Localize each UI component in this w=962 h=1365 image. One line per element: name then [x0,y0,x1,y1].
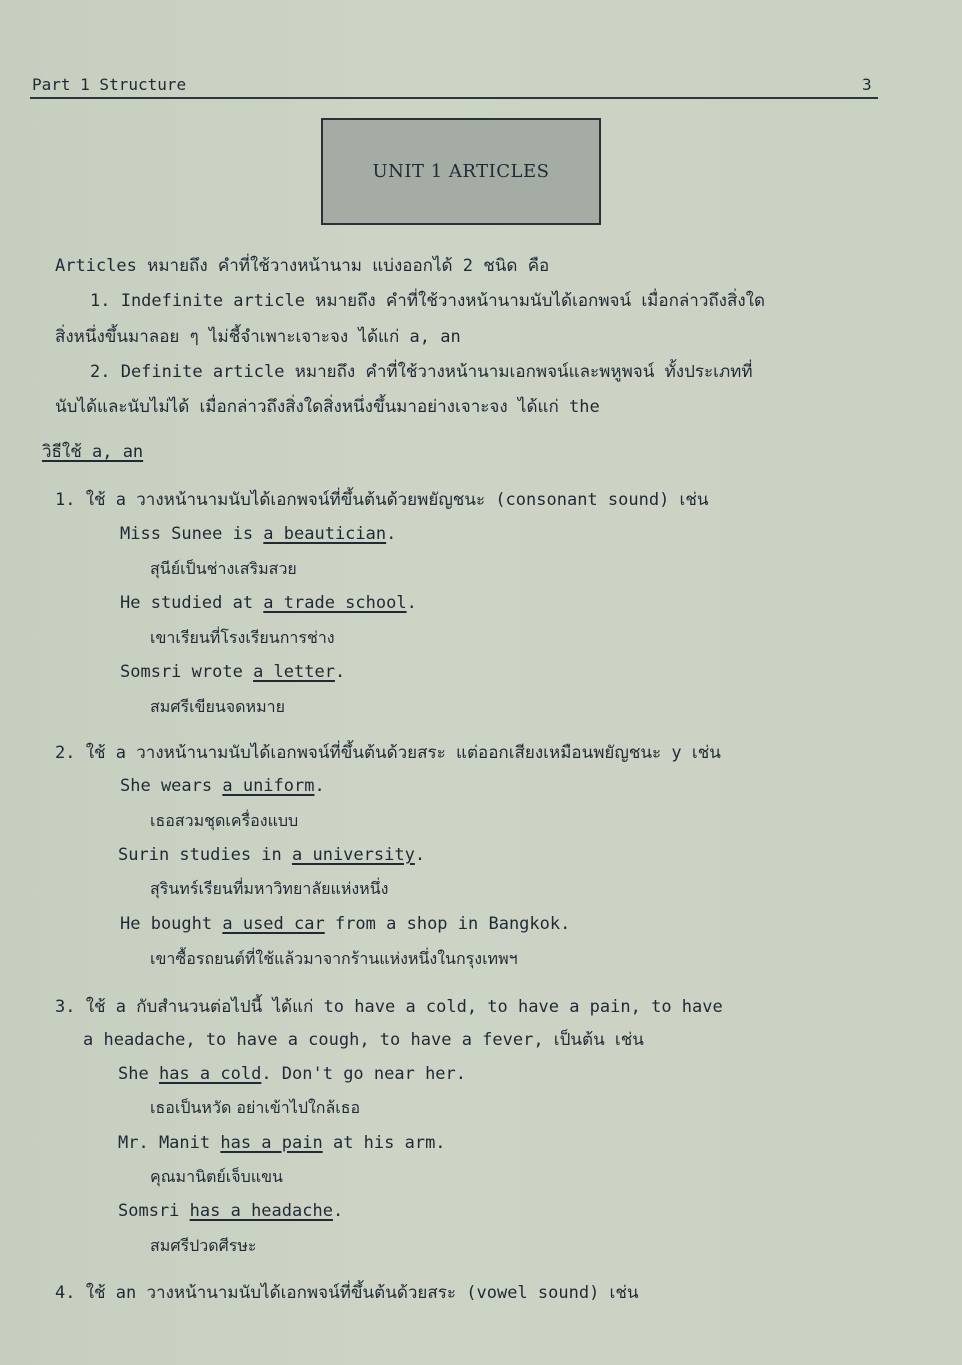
rule-1: 1. ใช้ a วางหน้านามนับได้เอกพจน์ที่ขึ้นต้นด้วยพยัญชนะ (consonant sound) เช่น [55,490,709,510]
example-sentence: Mr. Manit has a pain at his arm. [118,1133,446,1153]
thai-translation: เขาเรียนที่โรงเรียนการช่าง [150,628,335,647]
page-number: 3 [862,75,872,94]
example-sentence: Somsri wrote a letter. [120,662,346,682]
rule-2: 2. ใช้ a วางหน้านามนับได้เอกพจน์ที่ขึ้นต้นด้วยสระ แต่ออกเสียงเหมือนพยัญชนะ y เช่น [55,743,721,763]
thai-translation: เธอเป็นหวัด อย่าเข้าไปใกล้เธอ [150,1098,361,1117]
rule-4: 4. ใช้ an วางหน้านามนับได้เอกพจน์ที่ขึ้นต้นด้วยสระ (vowel sound) เช่น [55,1283,639,1303]
thai-translation: สุนีย์เป็นช่างเสริมสวย [150,559,297,578]
intro-item-2-cont: นับได้และนับไม่ได้ เมื่อกล่าวถึงสิ่งใดสิ่งหนึ่งขึ้นมาอย่างเจาะจง ได้แก่ the [55,397,600,417]
example-sentence: He bought a used car from a shop in Bangkok. [120,914,571,934]
subheading-text: วิธีใช้ a, an [42,442,144,462]
example-sentence: She wears a uniform. [120,776,325,796]
example-sentence: Surin studies in a university. [118,845,426,865]
unit-title: UNIT 1 ARTICLES [372,161,550,182]
section-header: Part 1 Structure [32,75,187,94]
intro-item-2: 2. Definite article หมายถึง คำที่ใช้วางหน้านามเอกพจน์และพหูพจน์ ทั้งประเภทที่ [90,362,753,382]
unit-title-box [321,118,601,225]
example-sentence: Somsri has a headache. [118,1201,344,1221]
example-sentence: He studied at a trade school. [120,593,417,613]
thai-translation: เธอสวมชุดเครื่องแบบ [150,811,299,830]
thai-translation: สุรินทร์เรียนที่มหาวิทยาลัยแห่งหนึ่ง [150,879,389,898]
rule-3-cont: a headache, to have a cough, to have a fever, เป็นต้น เช่น [83,1030,644,1050]
example-sentence: Miss Sunee is a beautician. [120,524,397,544]
thai-translation: สมศรีปวดศีรษะ [150,1236,257,1255]
subheading [42,441,143,463]
rule-3: 3. ใช้ a กับสำนวนต่อไปนี้ ได้แก่ to have a cold, to have a pain, to have [55,997,723,1017]
thai-translation: สมศรีเขียนจดหมาย [150,697,285,716]
intro-item-1-cont: สิ่งหนึ่งขึ้นมาลอย ๆ ไม่ชี้จำเพาะเจาะจง ได้แก่ a, an [55,327,461,347]
header-rule [30,97,878,99]
intro-item-1: 1. Indefinite article หมายถึง คำที่ใช้วางหน้านามนับได้เอกพจน์ เมื่อกล่าวถึงสิ่งใด [90,291,765,311]
thai-translation: คุณมานิตย์เจ็บแขน [150,1167,283,1186]
example-sentence: She has a cold. Don't go near her. [118,1064,467,1084]
thai-translation: เขาซื้อรถยนต์ที่ใช้แล้วมาจากร้านแห่งหนึ่งในกรุงเทพฯ [150,949,518,968]
intro-line: Articles หมายถึง คำที่ใช้วางหน้านาม แบ่งออกได้ 2 ชนิด คือ [55,256,550,276]
